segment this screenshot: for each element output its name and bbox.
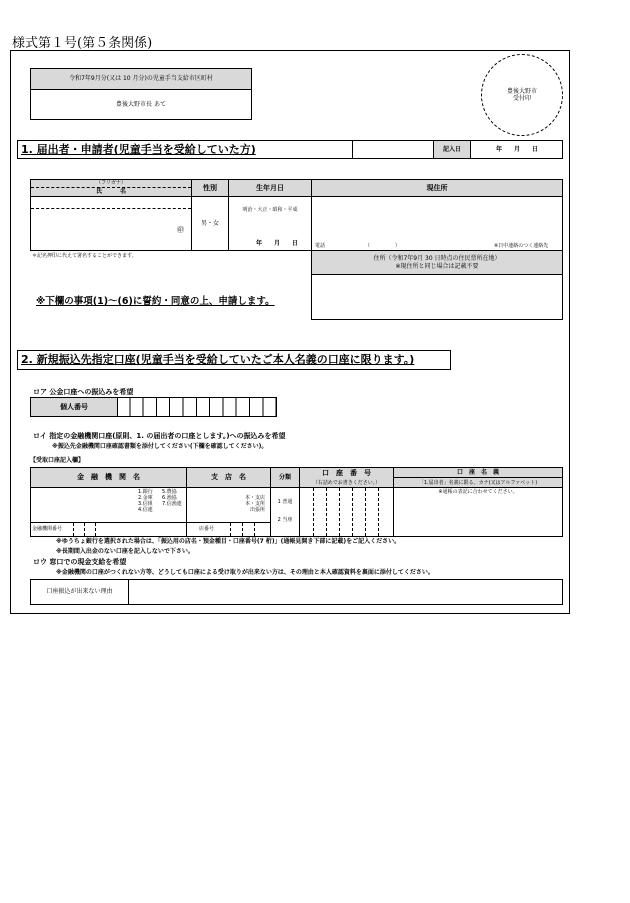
furigana-label: （フリガナ） (96, 180, 126, 186)
period-office-label: 令和7年9月分(又は 10 月分)の児童手当支給市区町村 (30, 68, 252, 90)
bank-code-label: 金融機関番号 (32, 526, 63, 532)
prior-address-header (311, 250, 563, 275)
gender-select[interactable]: 男・女 (200, 220, 219, 228)
account-type-current[interactable]: 2 当座 (277, 517, 293, 523)
phone-label: 電話 (315, 243, 326, 249)
stamp-label: 受付印 (512, 95, 531, 102)
holder-input[interactable] (394, 497, 562, 536)
name-label: 氏 名 (95, 187, 126, 195)
bank-type-option: 5.農協 (162, 489, 177, 495)
seal-mark: ㊞ (177, 226, 184, 234)
account-number-label: 口 座 番 号 (322, 468, 371, 477)
option-c-checkbox[interactable]: ロウ 窓口での現金支給を希望 (33, 558, 127, 566)
option-c-note: ※金融機関の口座がつくれない方等、どうしても口座による受け取りが出来ない方は、その理由と本人確認資料を裏面に添付してください。 (56, 569, 434, 576)
addressee: 豊後大野市長 あて (30, 89, 252, 120)
bank-type-option: 2.金庫 (138, 495, 153, 501)
bank-type-option: 7.信漁連 (162, 501, 182, 507)
phone-paren-close: ） (395, 243, 401, 249)
entry-date-label: 記入日 (433, 141, 471, 158)
receipt-stamp-area (481, 54, 563, 136)
branch-label: 支 店 名 (211, 473, 246, 482)
digit-dividers (117, 397, 277, 417)
era-options[interactable]: 明治・大正・昭和・平成 (242, 207, 298, 213)
account-type-ordinary[interactable]: 1 普通 (277, 499, 293, 505)
option-a-checkbox[interactable]: ロア 公金口座への振込みを希望 (33, 388, 134, 396)
holder-notebook-note: ※通帳の表記に合わせてください。 (438, 489, 518, 495)
bank-type-option: 6.漁協 (162, 495, 177, 501)
section1-title: 1. 届出者・申請者(児童手当を受給していた方) (21, 143, 256, 156)
oath-statement: ※下欄の事項(1)～(6)に誓約・同意の上、申請します。 (36, 296, 275, 307)
option-b-checkbox[interactable]: ロイ 指定の金融機関口座(原則、1. の届出者の口座とします。)への振込みを希望 (33, 432, 286, 440)
section2-title: 2. 新規振込先指定口座(児童手当を受給していたご本人名義の口座に限ります。) (21, 353, 415, 366)
branch-code-label: 店番号 (199, 526, 215, 532)
bank-type-option: 4.信連 (138, 507, 153, 513)
divider (31, 522, 186, 523)
account-number-note: （右詰めでお書きください。） (312, 479, 381, 486)
signature-note: ＊記名押印に代えて署名することができます。 (32, 253, 137, 259)
bank-type-option: 3.信組 (138, 501, 153, 507)
gender-label: 性別 (203, 183, 217, 192)
holder-label: 口 座 名 義 (456, 468, 499, 476)
dormant-account-note: ※長期間入出金のない口座を記入しないで下さい。 (56, 548, 194, 555)
yucho-note: ※ゆうちょ銀行を選択された場合は、「振込用の店名・預金種目・口座番号(7 桁)」(通帳見開き下部に記載)をご記入ください。 (56, 538, 401, 545)
digit-divider (378, 488, 379, 536)
bank-name-input[interactable] (31, 488, 135, 522)
prior-address-note: ※現住所と同じ場合は記載不要 (395, 262, 479, 270)
option-b-note: ※振込先金融機関口座確認書類を添付してください(下欄を確認してください)。 (52, 443, 268, 450)
bank-type-option: 1.銀行 (138, 489, 153, 495)
account-type-label: 分類 (278, 473, 291, 481)
digit-divider (339, 488, 340, 536)
branch-type-options[interactable] (245, 495, 265, 513)
my-number-label: 個人番号 (30, 397, 118, 417)
branch-type-option: 本・支所 (245, 501, 266, 507)
divider (352, 140, 353, 159)
form-number-label: 様式第１号(第５条関係) (12, 36, 153, 51)
no-transfer-reason-input[interactable] (129, 580, 562, 604)
name-input[interactable] (31, 210, 191, 250)
branch-type-option: 出張所 (249, 507, 265, 513)
phone-paren-open: （ (365, 243, 371, 249)
address-input[interactable] (312, 197, 562, 237)
digit-divider (313, 488, 314, 536)
holder-note: 「1.届出者」名義に限る。カナ(又はアルファベット) (418, 479, 538, 486)
birth-label: 生年月日 (256, 183, 284, 192)
entry-date-field[interactable]: 年 月 日 (495, 145, 538, 153)
stamp-city: 豊後大野市 (506, 87, 537, 95)
branch-code-input[interactable] (231, 523, 267, 536)
daytime-contact-note: ※日中連絡のつく連絡先 (494, 243, 549, 249)
bank-code-input[interactable] (74, 523, 104, 536)
branch-name-input[interactable] (187, 488, 243, 522)
no-transfer-reason-label: 口座振込が出来ない理由 (46, 588, 113, 596)
digit-divider (365, 488, 366, 536)
digit-divider (326, 488, 327, 536)
receipt-heading: 【受取口座記入欄】 (30, 457, 85, 464)
bank-name-label: 金 融 機 関 名 (77, 473, 140, 482)
bank-type-options[interactable] (138, 489, 186, 513)
branch-type-option: 本・支店 (245, 495, 266, 501)
prior-address-input[interactable] (311, 274, 563, 320)
digit-divider (352, 488, 353, 536)
furigana-input[interactable] (31, 197, 191, 209)
prior-address-label: 住所（令和7年9月 30 日時点の住民票所在地） (373, 255, 501, 262)
birth-date-fields[interactable]: 年 月 日 (256, 240, 299, 247)
address-label: 現住所 (426, 183, 448, 192)
